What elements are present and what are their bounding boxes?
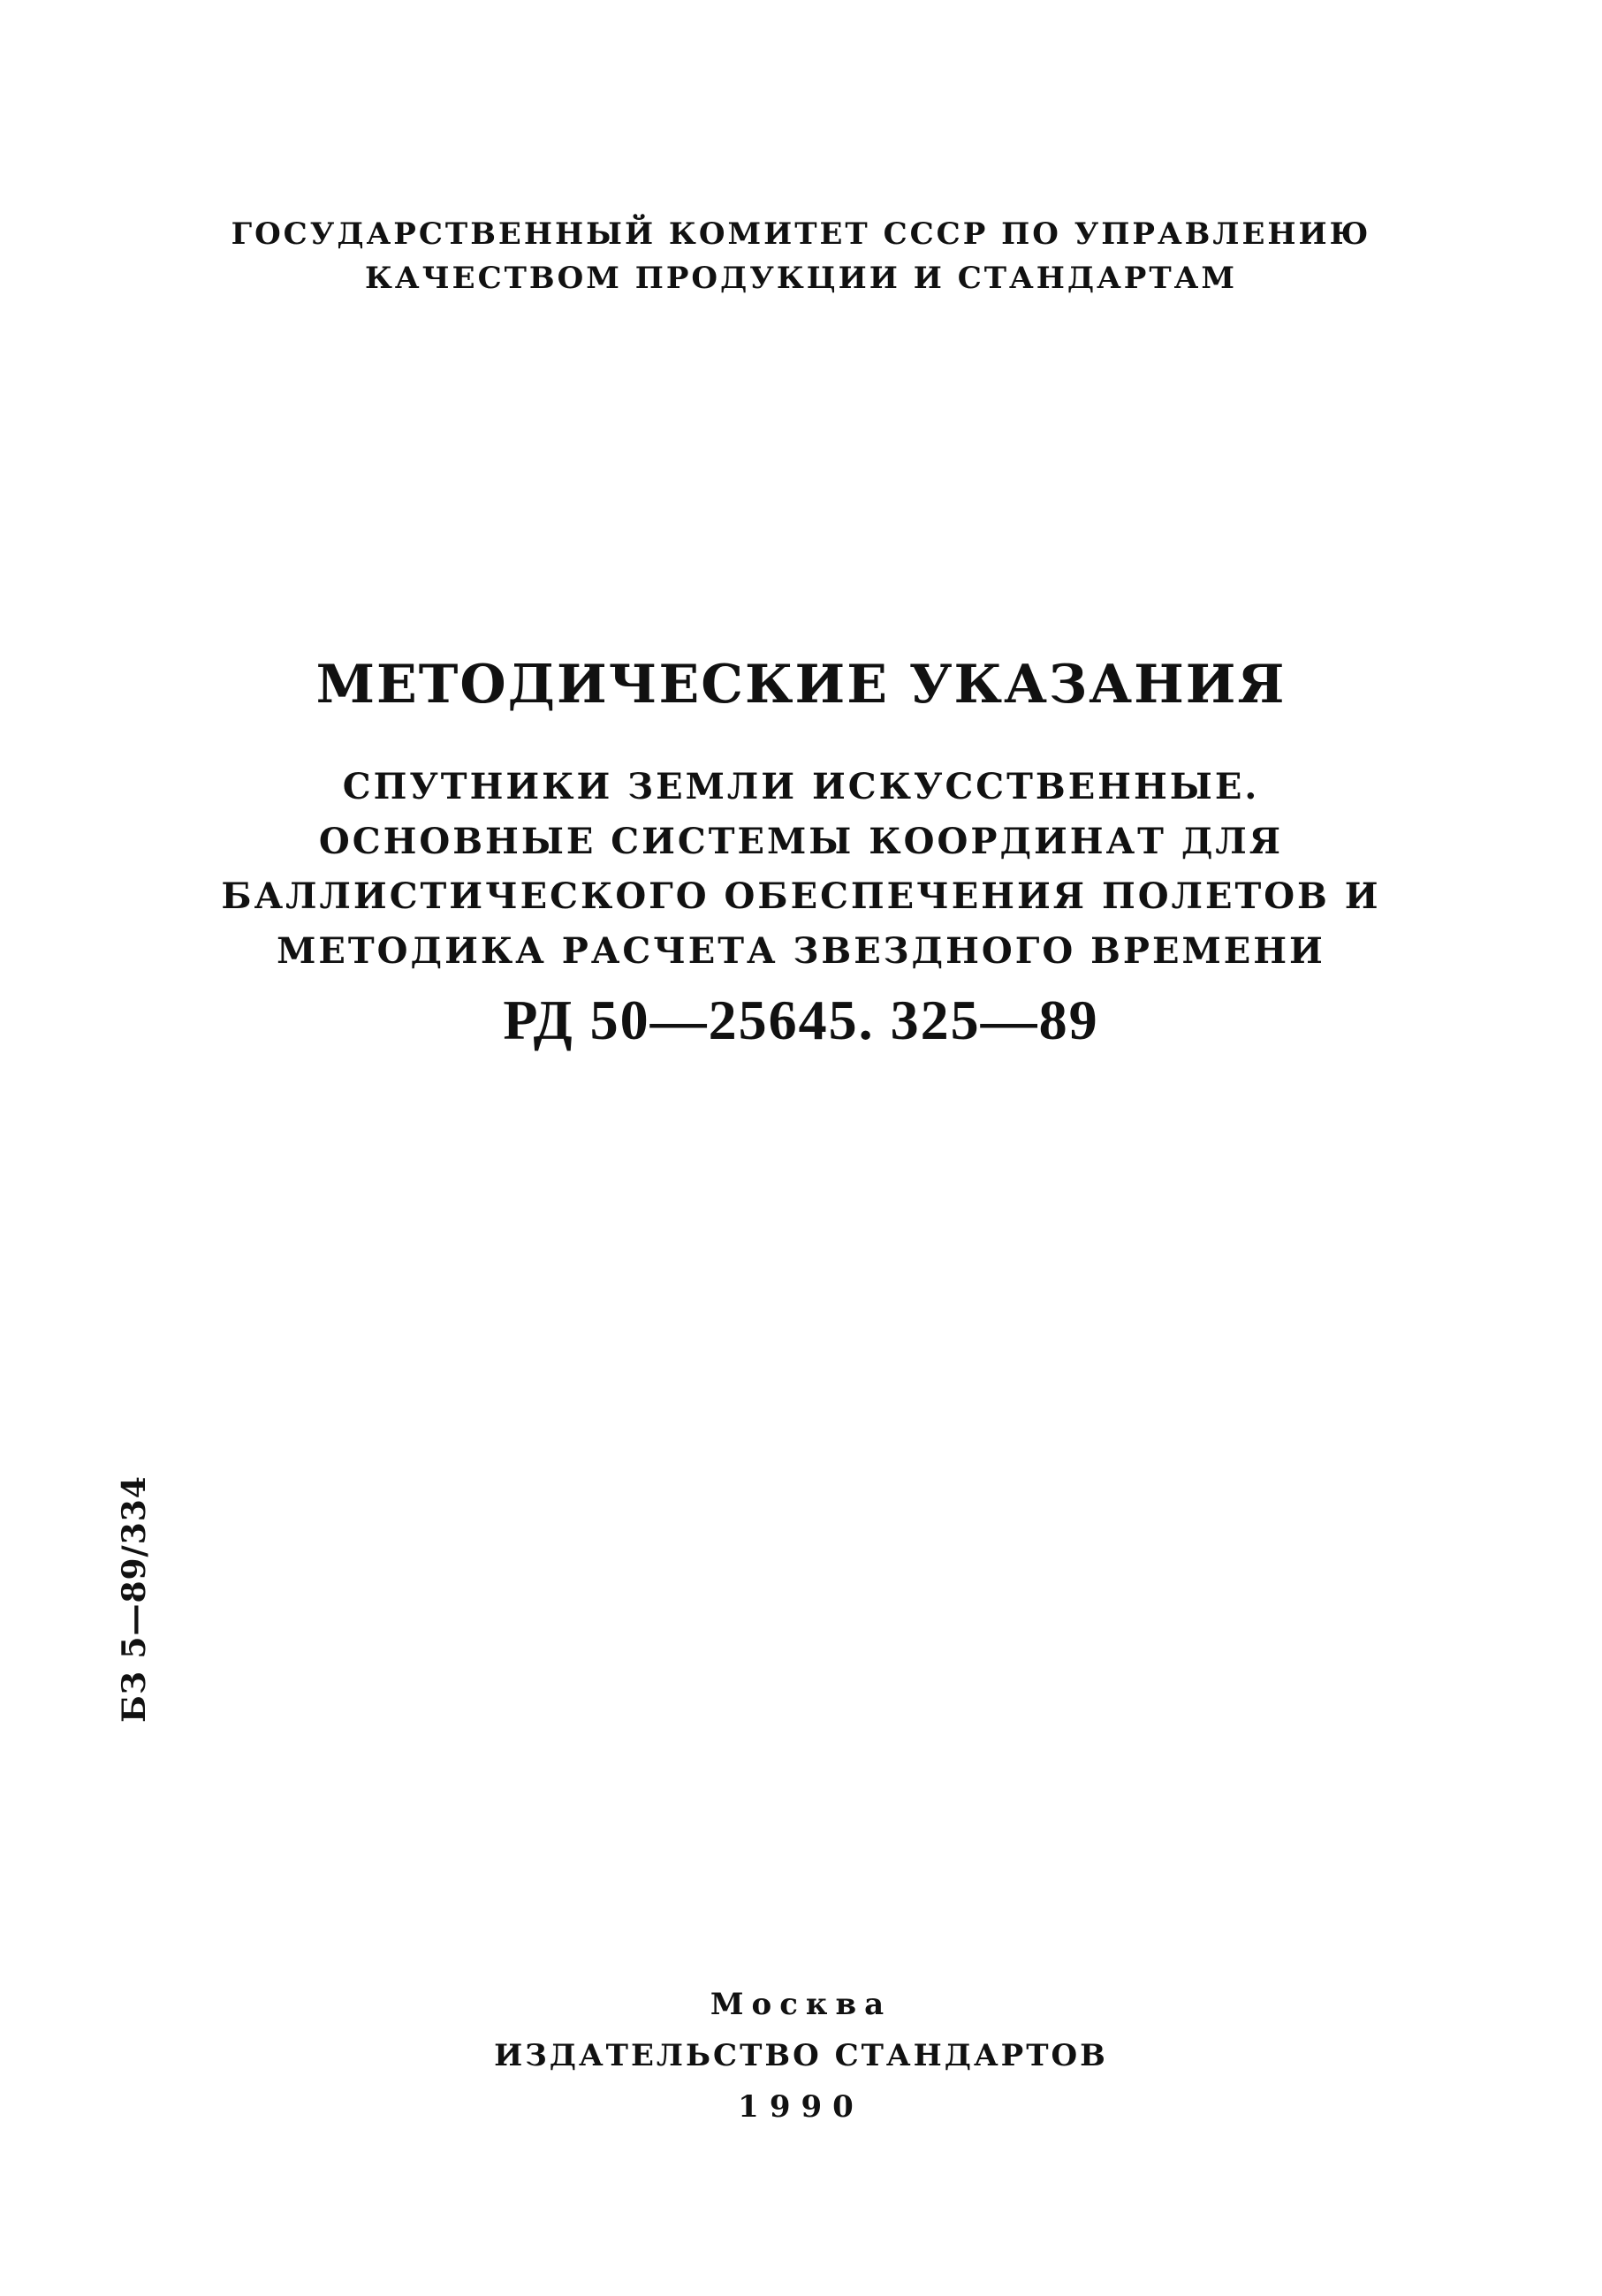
imprint-year: 1990 bbox=[738, 2089, 864, 2125]
subtitle-line: СПУТНИКИ ЗЕМЛИ ИСКУССТВЕННЫЕ. bbox=[342, 766, 1260, 807]
committee-line-2: КАЧЕСТВОМ ПРОДУКЦИИ И СТАНДАРТАМ bbox=[364, 261, 1237, 296]
document-type: МЕТОДИЧЕСКИЕ УКАЗАНИЯ bbox=[315, 654, 1287, 716]
committee-header bbox=[0, 212, 1602, 300]
imprint-publisher: ИЗДАТЕЛЬСТВО СТАНДАРТОВ bbox=[494, 2038, 1108, 2073]
committee-line-1: ГОСУДАРСТВЕННЫЙ КОМИТЕТ СССР ПО УПРАВЛЕНИЮ bbox=[231, 216, 1371, 252]
imprint bbox=[0, 1979, 1602, 2133]
subtitle-line: ОСНОВНЫЕ СИСТЕМЫ КООРДИНАТ ДЛЯ bbox=[318, 821, 1284, 862]
document-type-title bbox=[0, 649, 1602, 720]
imprint-city: Москва bbox=[710, 1987, 892, 2022]
document-subtitle bbox=[0, 760, 1602, 979]
document-designation bbox=[0, 981, 1602, 1060]
subtitle-line: МЕТОДИКА РАСЧЕТА ЗВЕЗДНОГО ВРЕМЕНИ bbox=[277, 930, 1325, 972]
side-catalog-code: БЗ 5—89/334 bbox=[116, 1475, 153, 1723]
subtitle-line: БАЛЛИСТИЧЕСКОГО ОБЕСПЕЧЕНИЯ ПОЛЕТОВ И bbox=[221, 875, 1381, 917]
designation-number: РД 50—25645. 325—89 bbox=[503, 989, 1099, 1051]
